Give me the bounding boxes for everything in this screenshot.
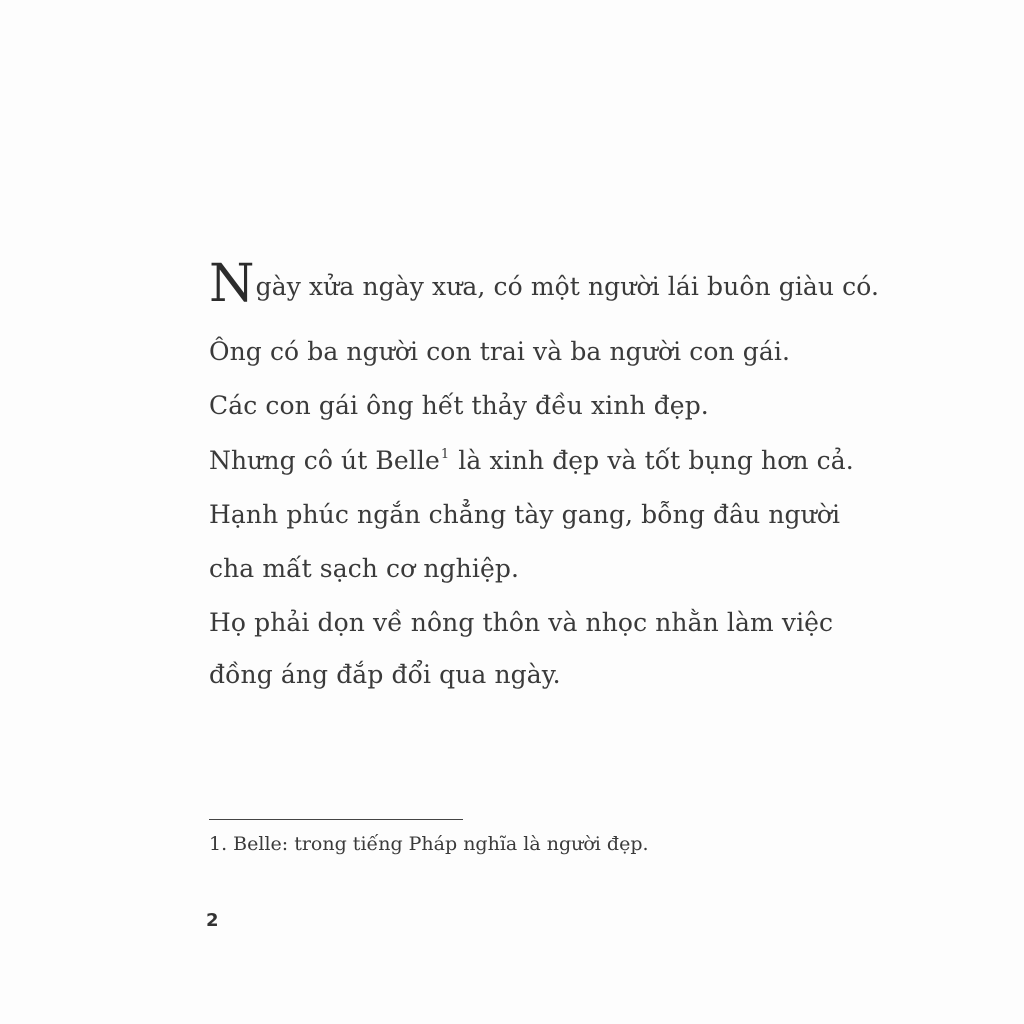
footnote-reference: 1 xyxy=(440,447,450,462)
page-number: 2 xyxy=(206,910,219,931)
story-line-4-after: là xinh đẹp và tốt bụng hơn cả. xyxy=(450,446,854,475)
story-line-3: Các con gái ông hết thảy đều xinh đẹp. xyxy=(209,391,709,420)
footnote: 1. Belle: trong tiếng Pháp nghĩa là người đẹp. xyxy=(209,833,649,855)
story-line-8: đồng áng đắp đổi qua ngày. xyxy=(209,660,561,689)
footnote-divider xyxy=(209,819,463,820)
story-line-2: Ông có ba người con trai và ba người con gái. xyxy=(209,337,791,366)
story-line-1 xyxy=(209,254,880,314)
story-line-4 xyxy=(209,446,854,476)
story-line-1-text: gày xửa ngày xưa, có một người lái buôn giàu có. xyxy=(255,272,880,301)
story-line-6: cha mất sạch cơ nghiệp. xyxy=(209,554,520,583)
story-line-4-before: Nhưng cô út Belle xyxy=(209,446,440,475)
drop-cap: N xyxy=(209,254,255,314)
story-line-5: Hạnh phúc ngắn chẳng tày gang, bỗng đâu người xyxy=(209,500,841,529)
story-line-7: Họ phải dọn về nông thôn và nhọc nhằn làm việc xyxy=(209,608,834,637)
